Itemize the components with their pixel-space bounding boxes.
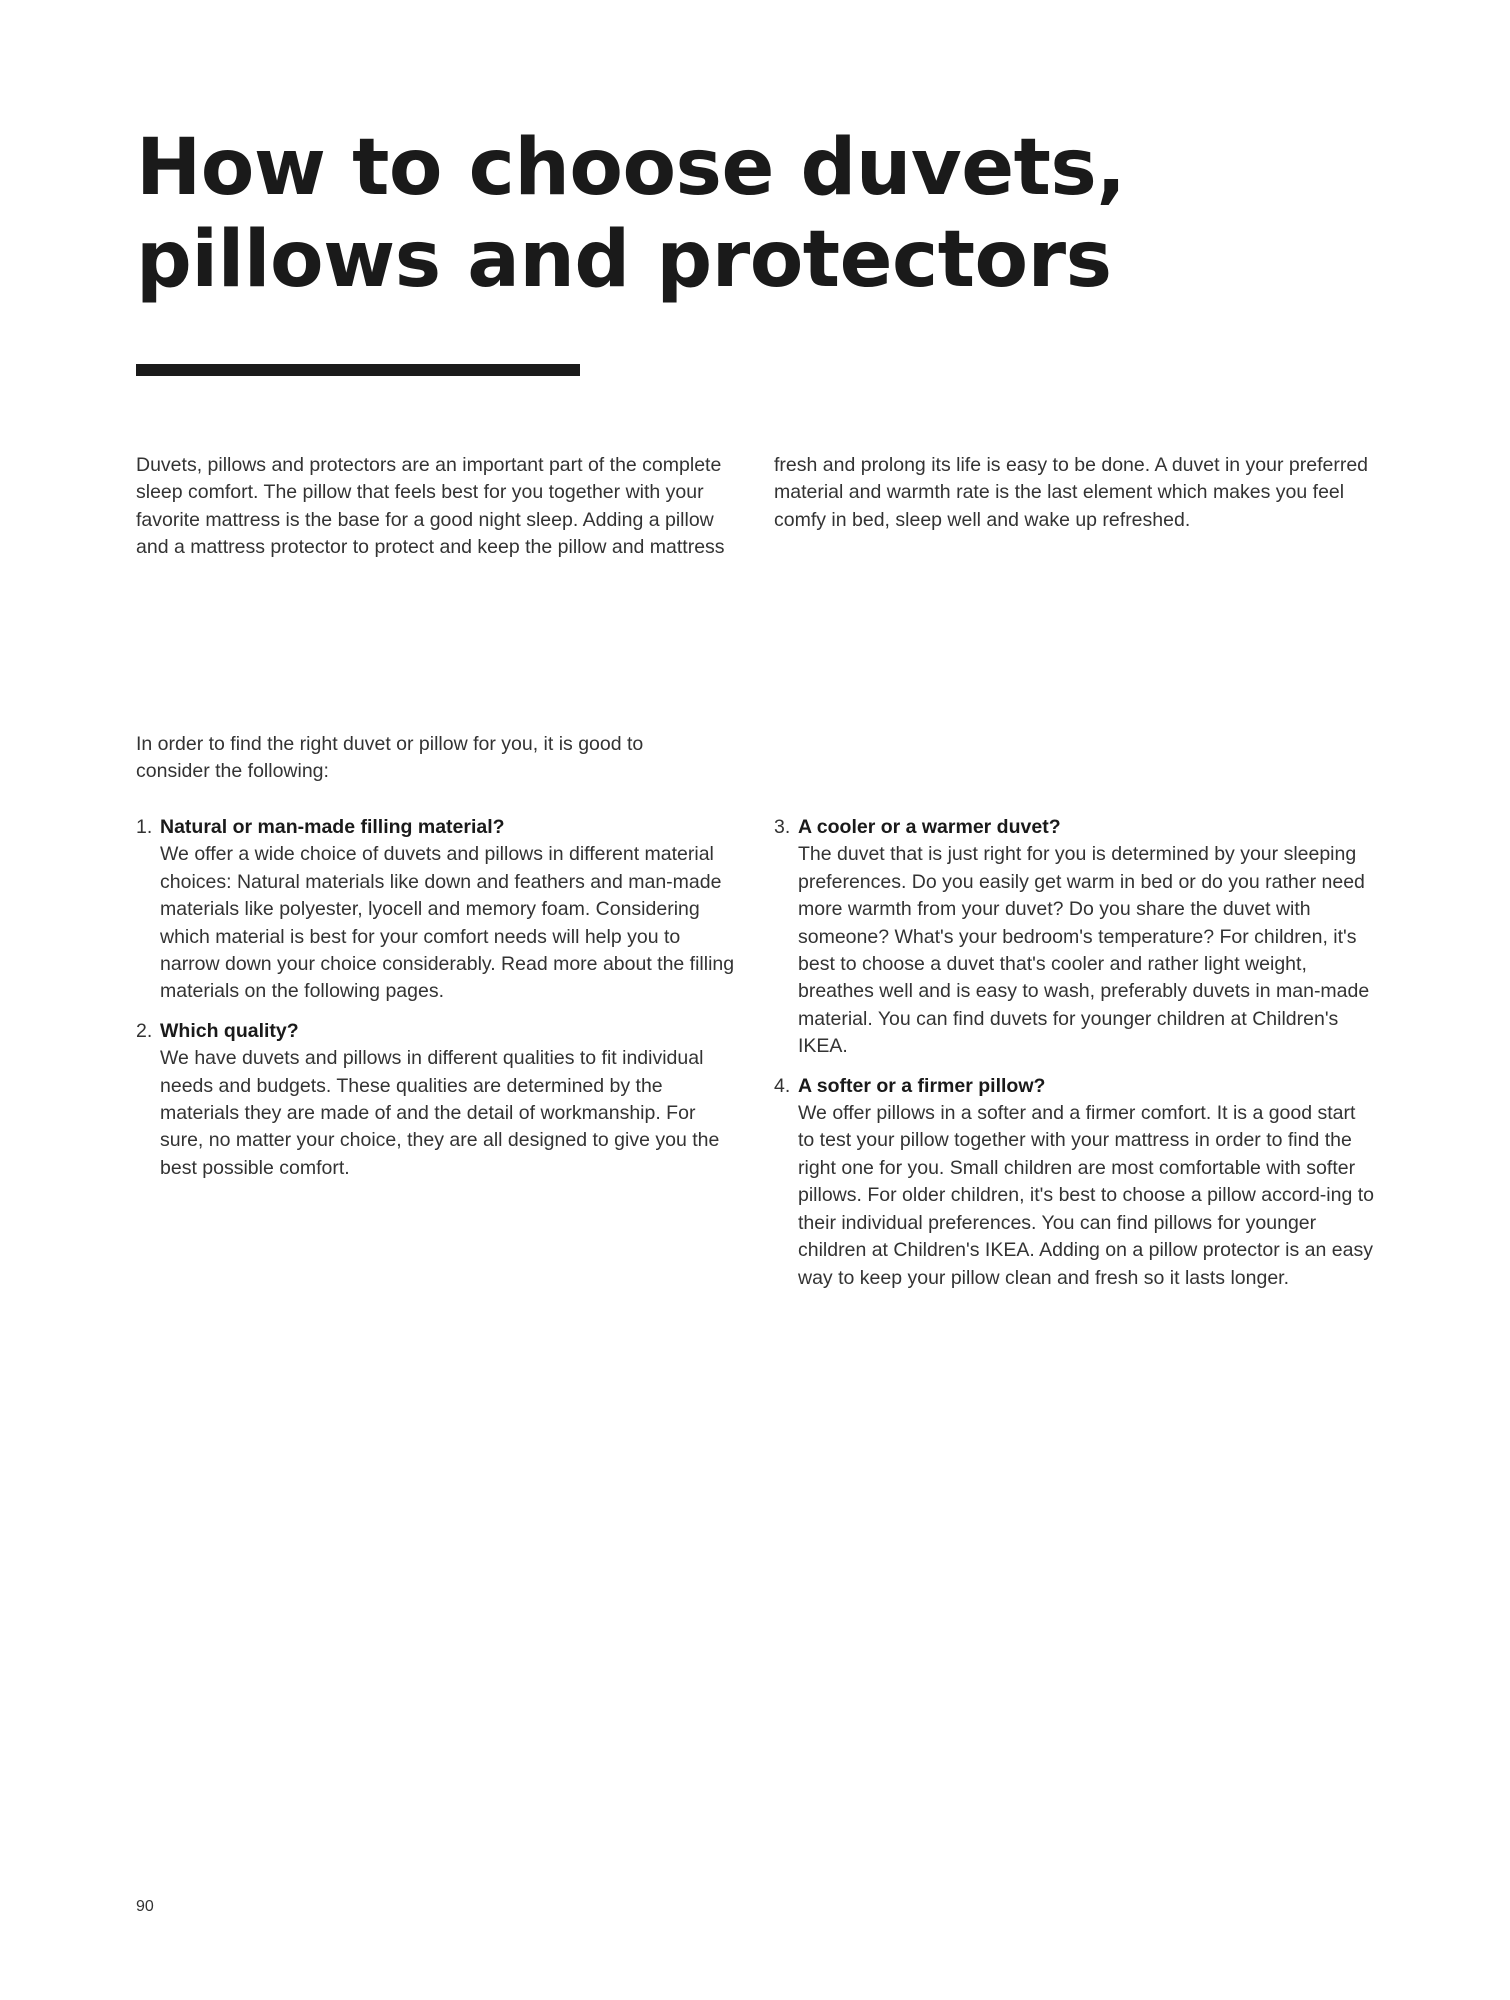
considerations-column-left xyxy=(136,814,736,1194)
item-body: We offer a wide choice of duvets and pillows in different material choices: Natural materials like down and feathers and man-made materials like polyester, lyocell and memory foam. Considering which material is best for your comfort needs will help you to narrow down your choice considerably. Read more about the filling materials on the following pages. xyxy=(160,843,735,1003)
lead-paragraph: In order to find the right duvet or pillow for you, it is good to consider the following: xyxy=(136,733,644,783)
intro-paragraph-left: Duvets, pillows and protectors are an important part of the complete sleep comfort. The pillow that feels best for you together with your favorite mattress is the base for a good night sleep. Adding a pillow and a mattress protector to protect and keep the pillow and mattress xyxy=(136,454,725,559)
consideration-item-2 xyxy=(136,1018,736,1182)
item-number: 3. xyxy=(774,816,791,838)
consideration-item-4 xyxy=(774,1073,1374,1292)
item-body: We have duvets and pillows in different qualities to fit individual needs and budgets. These qualities are determined by the materials they are made of and the detail of workmanship. For sure, no matter your choice, they are all designed to give you the best possible comfort. xyxy=(160,1047,720,1179)
page-title: How to choose duvets, pillows and protectors xyxy=(136,123,1126,305)
consideration-item-3 xyxy=(774,814,1374,1061)
considerations-column-right xyxy=(774,814,1374,1304)
page-number: 90 xyxy=(136,1898,154,1915)
intro-paragraph-right: fresh and prolong its life is easy to be done. A duvet in your preferred material and warmth rate is the last element which makes you feel comfy in bed, sleep well and wake up refreshed. xyxy=(774,454,1369,531)
item-body: The duvet that is just right for you is determined by your sleeping preferences. Do you easily get warm in bed or do you rather need more warmth from your duvet? Do you share the duvet with someone? What's your bedroom's temperature? For children, it's best to choose a duvet that's cooler and rather light weight, breathes well and is easy to wash, preferably duvets in man-made material. You can find duvets for younger children at Children's IKEA. xyxy=(798,843,1370,1058)
item-number: 4. xyxy=(774,1074,791,1097)
consideration-item-1 xyxy=(136,814,736,1006)
item-heading: Natural or man-made filling material? xyxy=(160,816,505,838)
item-body: We offer pillows in a softer and a firmer comfort. It is a good start to test your pillow together with your mattress in order to find the right one for you. Small children are most comfortable with softer pillows. For older children, it's best to choose a pillow accord-ing to their individual preferences. You can find pillows for younger children at Children's IKEA. Adding on a pillow protector is an easy way to keep your pillow clean and fresh so it lasts longer. xyxy=(798,1102,1374,1289)
item-heading: A softer or a firmer pillow? xyxy=(798,1074,1046,1097)
title-underline xyxy=(136,364,580,376)
item-heading: Which quality? xyxy=(160,1019,299,1042)
item-number: 1. xyxy=(136,816,153,838)
item-heading: A cooler or a warmer duvet? xyxy=(798,816,1061,838)
item-number: 2. xyxy=(136,1019,153,1042)
